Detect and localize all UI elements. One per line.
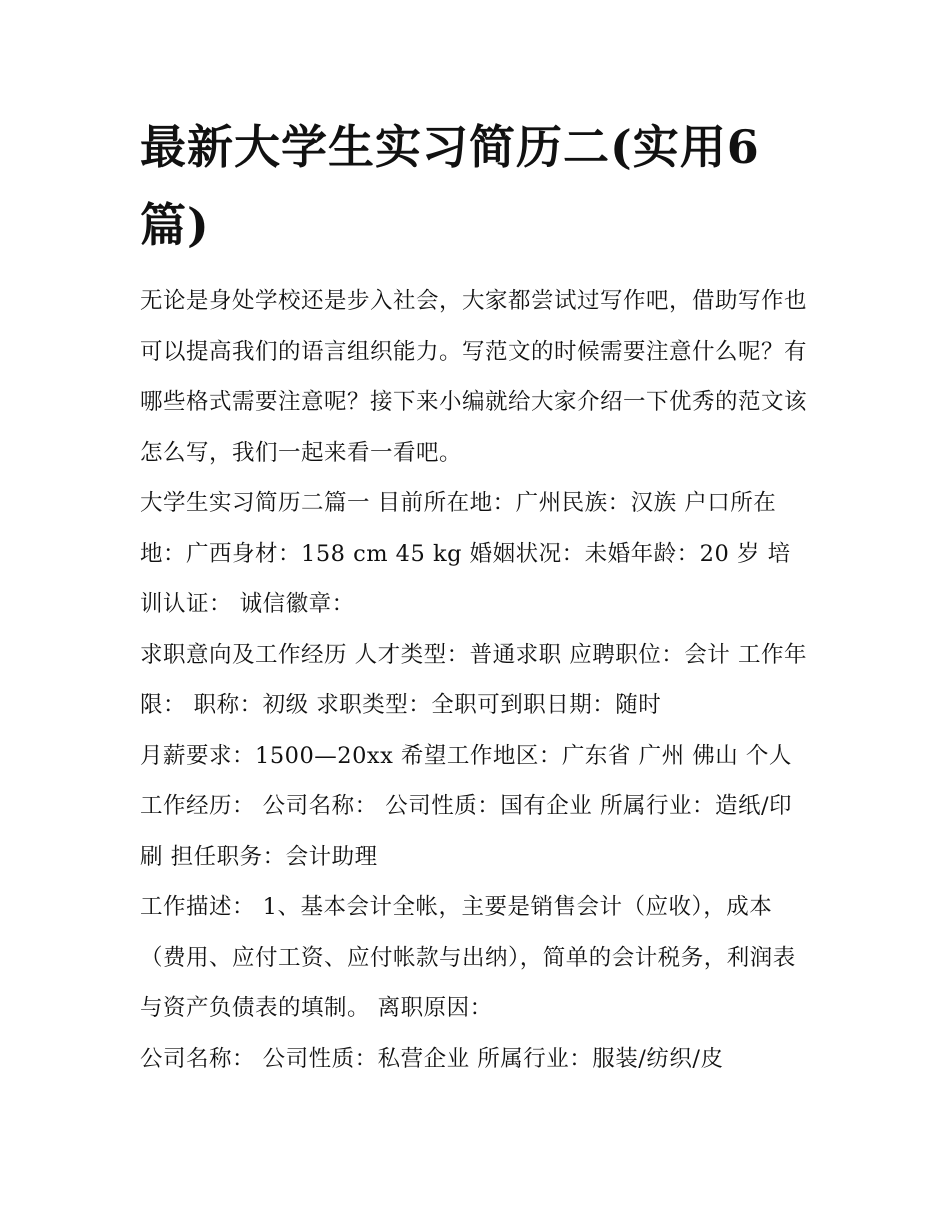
- personal-info-paragraph: 大学生实习简历二篇一 目前所在地：广州民族：汉族 户口所在地：广西身材：158 cm 45 kg 婚姻状况：未婚年龄：20 岁 培训认证： 诚信徽章：: [140, 490, 791, 617]
- document-title: 最新大学生实习简历二(实用6篇): [140, 120, 760, 252]
- intro-paragraph: 无论是身处学校还是步入社会，大家都尝试过写作吧，借助写作也可以提高我们的语言组织能力。写范文的时候需要注意什么呢？有哪些格式需要注意呢？接下来小编就给大家介绍一下优秀的范文该怎么写，我们一起来看一看吧。: [140, 288, 808, 466]
- job-intent-paragraph: 求职意向及工作经历 人才类型：普通求职 应聘职位：会计 工作年限： 职称：初级 求职类型：全职可到职日期：随时: [140, 641, 807, 718]
- company-paragraph: 公司名称： 公司性质：私营企业 所属行业：服装/纺织/皮: [140, 1045, 724, 1072]
- work-description-paragraph: 工作描述： 1、基本会计全帐，主要是销售会计（应收），成本（费用、应付工资、应付帐款与出纳），简单的会计税务，利润表与资产负债表的填制。 离职原因：: [140, 894, 796, 1021]
- salary-experience-paragraph: 月薪要求：1500—20xx 希望工作地区：广东省 广州 佛山 个人工作经历： 公司名称： 公司性质：国有企业 所属行业：造纸/印刷 担任职务：会计助理: [140, 742, 793, 870]
- document-body: [140, 276, 810, 1084]
